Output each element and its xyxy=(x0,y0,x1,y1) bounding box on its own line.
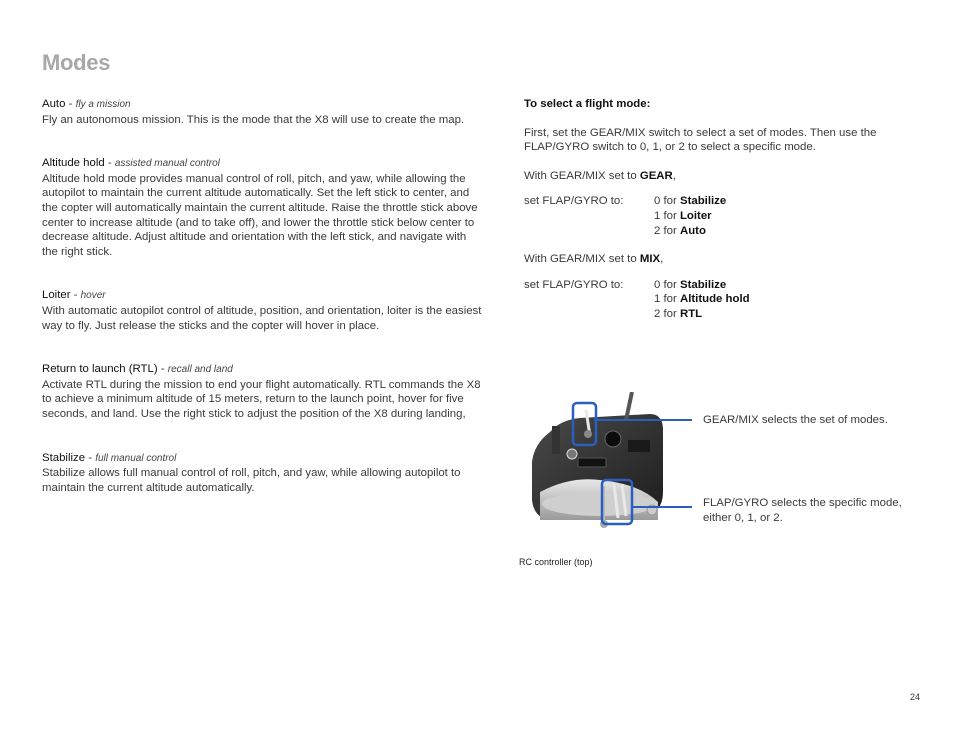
mode-description: Stabilize allows full manual control of roll, pitch, and yaw, while allowing autopilot to maintain the current altitude automatically. xyxy=(42,467,461,494)
mode-heading xyxy=(42,451,484,467)
mode-name: Return to launch (RTL) xyxy=(42,363,158,376)
mode-subtitle: assisted manual control xyxy=(114,158,220,170)
page-title: Modes xyxy=(42,50,111,75)
switch-value: MIX xyxy=(639,253,661,266)
mode-heading xyxy=(42,288,484,304)
mode-description: With automatic autopilot control of altitude, position, and orientation, loiter is the easiest way to fly. Just release the sticks and the copter will hover in place. xyxy=(42,304,482,332)
option-number: 1 for xyxy=(654,293,680,306)
mode-heading xyxy=(42,156,484,172)
option-mode: Stabilize xyxy=(679,195,727,208)
option-number: 2 for xyxy=(654,224,680,237)
mode-name: Auto xyxy=(42,98,66,110)
gear-options xyxy=(524,194,904,238)
intro-text: First, set the GEAR/MIX switch to select a set of modes. Then use the FLAP/GYRO switch to 0, 1, or 2 to select a specific mode. xyxy=(524,126,877,154)
set-label: set FLAP/GYRO to: xyxy=(524,278,624,291)
figure-caption: RC controller (top) xyxy=(519,557,593,567)
option-item xyxy=(654,292,750,307)
option-mode: Auto xyxy=(679,224,706,237)
with-prefix: With GEAR/MIX set to xyxy=(524,169,640,182)
mode-name: Altitude hold xyxy=(42,157,105,170)
separator: - xyxy=(65,98,76,110)
separator: - xyxy=(157,363,168,376)
with-prefix: With GEAR/MIX set to xyxy=(524,253,640,266)
gear-mix-callout: GEAR/MIX selects the set of modes. xyxy=(703,414,888,426)
mode-description: Fly an autonomous mission. This is the mode that the X8 will use to create the map. xyxy=(42,113,465,126)
gear-line xyxy=(524,169,904,184)
mode-name: Stabilize xyxy=(42,451,86,464)
separator: - xyxy=(85,451,96,464)
with-suffix: , xyxy=(672,169,676,182)
with-suffix: , xyxy=(660,253,664,266)
separator: - xyxy=(70,289,81,302)
mode-subtitle: fly a mission xyxy=(75,99,131,110)
mix-options xyxy=(524,278,904,322)
separator: - xyxy=(104,157,115,170)
modes-column xyxy=(42,97,484,495)
mode-altitude-hold xyxy=(42,156,484,259)
mode-auto xyxy=(42,97,484,127)
option-item xyxy=(654,194,726,209)
option-item xyxy=(654,278,750,293)
mode-subtitle: hover xyxy=(80,290,106,302)
callout-lines xyxy=(594,405,704,515)
option-number: 1 for xyxy=(654,209,680,222)
section-heading: To select a flight mode: xyxy=(524,98,651,110)
option-list xyxy=(654,194,726,238)
option-item xyxy=(654,224,726,239)
mode-description: Activate RTL during the mission to end your flight automatically. RTL commands the X8 to achieve a minimum altitude of 15 meters, return to the launch point, hover for five seconds, and land. Use the right stick to adjust the position of the X8 during landing, xyxy=(42,378,481,420)
option-number: 2 for xyxy=(654,307,680,320)
mode-subtitle: recall and land xyxy=(167,364,233,376)
select-mode-column xyxy=(524,97,904,322)
mode-heading xyxy=(42,97,484,113)
mode-rtl xyxy=(42,362,484,421)
mode-stabilize xyxy=(42,451,484,496)
option-item xyxy=(654,209,726,224)
option-number: 0 for xyxy=(654,195,680,208)
option-mode: Stabilize xyxy=(679,278,727,291)
mode-heading xyxy=(42,362,484,378)
set-label: set FLAP/GYRO to: xyxy=(524,195,624,208)
option-item xyxy=(654,307,750,322)
mode-name: Loiter xyxy=(42,289,71,302)
option-mode: Loiter xyxy=(679,209,712,222)
mode-loiter xyxy=(42,288,484,333)
flap-gyro-callout: FLAP/GYRO selects the specific mode, either 0, 1, or 2. xyxy=(703,497,902,524)
option-list xyxy=(654,278,750,322)
option-number: 0 for xyxy=(654,278,680,291)
mode-subtitle: full manual control xyxy=(95,452,177,464)
option-mode: RTL xyxy=(679,307,703,320)
option-mode: Altitude hold xyxy=(679,293,750,306)
mode-description: Altitude hold mode provides manual control of roll, pitch, and yaw, while allowing the autopilot to maintain the current altitude automatically. Set the left stick to center, and the copter will automatically maintain the current altitude. Raise the throttle stick above center to increase altitude (and to take off), and lower the throttle stick below center to decrease altitude. Adjust altitude and orientation with the left stick, and navigate with the right stick. xyxy=(42,172,478,258)
page-number: 24 xyxy=(909,692,920,702)
mix-line xyxy=(524,252,904,267)
switch-value: GEAR xyxy=(639,169,673,182)
